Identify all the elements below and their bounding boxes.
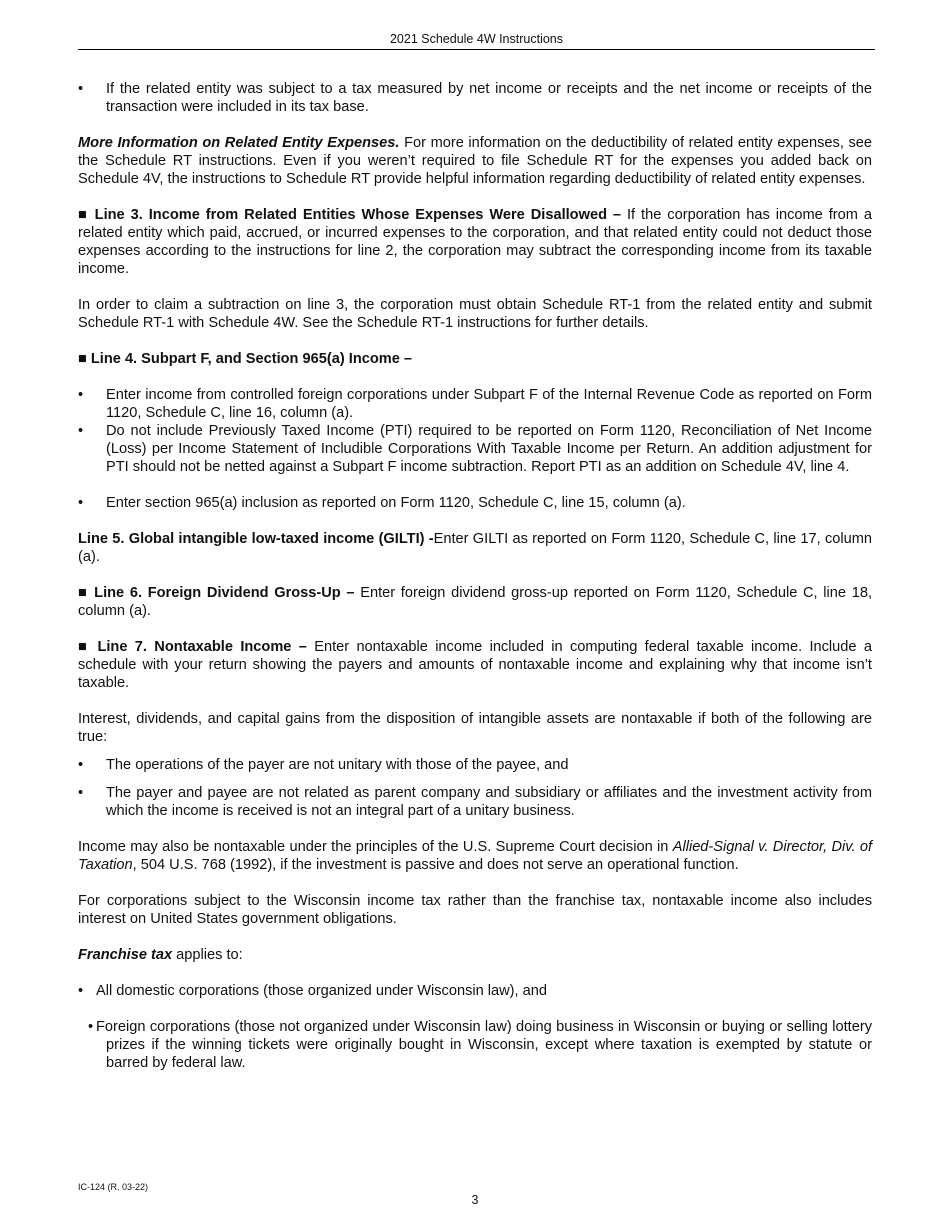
list-item: • Do not include Previously Taxed Income (PTI) required to be reported on Form 1120, Reconciliation of Net Income (Loss) per Income Statement of Includible Corporations With Taxable Income per Return. An addition adjustment for PTI should not be netted against a Subpart F income subtraction. Report PTI as an addition on Schedule 4V, line 4. — [78, 423, 872, 475]
list-item: • The operations of the payer are not unitary with those of the payee, and — [78, 757, 569, 773]
list-item: • Foreign corporations (those not organized under Wisconsin law) doing business in Wisconsin or buying or selling lottery prizes if the winning tickets were originally bought in Wisconsin, except where taxation is exempted by statute or barred by federal law. — [88, 1019, 872, 1071]
nontaxable-conditions-bullets — [78, 756, 872, 820]
line5-paragraph: Line 5. Global intangible low-taxed income (GILTI) -Enter GILTI as reported on Form 1120, Schedule C, line 17, column (a). — [78, 531, 872, 565]
line7-paragraph: ■ Line 7. Nontaxable Income – Enter nontaxable income included in computing federal taxable income. Include a schedule with your return showing the payers and amounts of nontaxable income and explaining why that income isn’t taxable. — [78, 639, 872, 691]
allied-signal-paragraph: Income may also be nontaxable under the principles of the U.S. Supreme Court decision in Allied-Signal v. Director, Div. of Taxation, 504 U.S. 768 (1992), if the investment is passive and does not serve an operational function. — [78, 839, 873, 873]
related-entity-bullets — [78, 80, 872, 116]
more-info-title: More Information on Related Entity Expenses. — [78, 135, 400, 151]
document-body — [78, 80, 872, 1072]
government-obligations-paragraph: For corporations subject to the Wisconsin income tax rather than the franchise tax, nontaxable income also includes interest on United States government obligations. — [78, 893, 872, 927]
franchise-tax-bullets — [78, 982, 872, 1072]
line3-paragraph: ■ Line 3. Income from Related Entities Whose Expenses Were Disallowed – If the corporation has income from a related entity which paid, accrued, or incurred expenses to the corporation, and that related entity could not deduct those expenses according to the instructions for line 2, the corporation may subtract the corresponding income from its taxable income. — [78, 207, 872, 277]
list-item: • Enter section 965(a) inclusion as reported on Form 1120, Schedule C, line 15, column (a). — [78, 495, 686, 511]
page-number: 3 — [471, 1193, 479, 1207]
line4-bullets — [78, 386, 872, 512]
case-citation: Allied-Signal v. Director, Div. of Taxation — [78, 839, 873, 873]
line3-heading: Line 3. Income from Related Entities Whose Expenses Were Disallowed – — [94, 207, 622, 223]
page-header-title: 2021 Schedule 4W Instructions — [78, 32, 875, 50]
line3-subtraction-paragraph: In order to claim a subtraction on line 3, the corporation must obtain Schedule RT-1 from the related entity and submit Schedule RT-1 with Schedule 4W. See the Schedule RT-1 instructions for further details. — [78, 297, 872, 331]
line5-heading: Line 5. Global intangible low-taxed income (GILTI) - — [78, 531, 434, 547]
franchise-tax-term: Franchise tax — [78, 947, 173, 963]
list-item: • The payer and payee are not related as parent company and subsidiary or affiliates and the investment activity from which the income is received is not an integral part of a unitary business. — [78, 785, 872, 819]
list-item: • All domestic corporations (those organized under Wisconsin law), and — [78, 983, 548, 999]
franchise-tax-paragraph: Franchise tax applies to: — [78, 947, 243, 963]
more-info-paragraph: More Information on Related Entity Expenses. For more information on the deductibility of related entity expenses, see the Schedule RT instructions. Even if you weren’t required to file Schedule RT for the expenses you added back on Schedule 4V, the instructions to Schedule RT provide helpful information regarding deductibility of related entity expenses. — [78, 135, 873, 187]
line4-heading: ■ Line 4. Subpart F, and Section 965(a) Income – — [78, 351, 413, 367]
form-number: IC-124 (R. 03-22) — [78, 1182, 149, 1192]
line6-paragraph: ■ Line 6. Foreign Dividend Gross-Up – Enter foreign dividend gross-up reported on Form 1120, Schedule C, line 18, column (a). — [78, 585, 872, 619]
nontaxable-conditions-paragraph: Interest, dividends, and capital gains from the disposition of intangible assets are nontaxable if both of the following are true: — [78, 711, 872, 745]
line7-heading: Line 7. Nontaxable Income – — [97, 639, 307, 655]
list-item: • Enter income from controlled foreign corporations under Subpart F of the Internal Revenue Code as reported on Form 1120, Schedule C, line 16, column (a). — [78, 387, 872, 421]
list-item: • If the related entity was subject to a tax measured by net income or receipts and the net income or receipts of the transaction were included in its tax base. — [78, 81, 872, 115]
line6-heading: Line 6. Foreign Dividend Gross-Up – — [94, 585, 355, 601]
